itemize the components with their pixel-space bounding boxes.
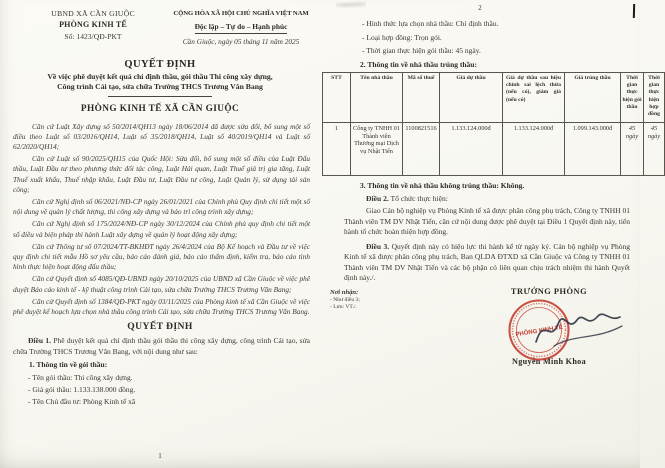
article-3-body: Quyết định này có hiệu lực thi hành kể từ ngày ký. Cán bộ nghiệp vụ Phòng Kinh tế xã được phân công phụ trách, Ban QLDA ĐTXD xã Cần Giuộc và Công ty TNHH 01 Thành viên TM DV Nhật Tiến và các bộ phận có liên quan chịu trách nhiệm thi hành Quyết định này./. (344, 241, 631, 283)
signer-title: TRƯỞNG PHÒNG (510, 287, 588, 296)
contract-type-item: - Loại hợp đồng: Trọn gói. (362, 32, 442, 42)
stamp-and-signature (478, 298, 620, 354)
recital: Căn cứ Quyết định số 1384/QĐ-PKT ngày 03/11/2025 của Phòng kinh tế xã Cần Giuộc về việc phê duyệt kế hoạch lựa chọn nhà thầu công trình Cải tạo, sửa chữa Trường THCS Trương Văn Bang. (13, 296, 310, 317)
cell-stt: 1 (323, 122, 351, 175)
section-3-heading: 3. Thông tin về nhà thầu không trúng thầu: Không. (360, 180, 525, 190)
col-contract-duration: Thời gian thực hiện hợp đồng (644, 72, 665, 122)
article-3-paragraph (344, 242, 630, 284)
cell-bidder-name: Công ty TNHH 01 Thành viên Thương mại Dịch vụ Nhật Tiến (351, 122, 403, 175)
article-2-heading (366, 194, 630, 203)
article-1-label: Điều 1. (28, 336, 51, 346)
col-stt: STT (323, 72, 351, 122)
decision-heading: QUYẾT ĐỊNH (127, 321, 193, 333)
table-row (323, 122, 665, 175)
recipient-item: - Như điều 3; (330, 296, 360, 303)
national-motto: Độc lập – Tự do – Hạnh phúc (195, 21, 288, 34)
signature-block (478, 287, 620, 366)
document-subtitle-line2: Công trình Cải tạo, sửa chữa Trường THCS Trương Văn Bang (57, 81, 263, 91)
page-1-number: 1 (158, 452, 162, 460)
col-bidder-name: Tên nhà thầu (351, 72, 403, 122)
section-1-heading: 1. Thông tin về gói thầu: (29, 360, 108, 370)
cell-winning-price: 1.099.143.000đ (565, 122, 621, 175)
package-info-continued (320, 17, 640, 58)
recital: Căn cứ Nghị định số 175/2024/NĐ-CP ngày 30/12/2024 của Chính phủ quy định chi tiết một số điều và biện pháp thi hành Luật xây dựng về quản lý hoạt động xây dựng; (13, 219, 310, 239)
recipients-block (330, 289, 360, 312)
page-1 (0, 0, 320, 468)
col-tax-code: Mã số thuế (403, 72, 440, 122)
issuing-agency-block (18, 8, 168, 47)
col-package-duration: Thời gian thực hiện gói thầu (621, 72, 644, 122)
article-2-label: Điều 2. (366, 193, 389, 203)
article-3-label: Điều 3. (366, 241, 390, 251)
deciding-authority: PHÒNG KINH TẾ XÃ CẦN GIUỘC (80, 103, 240, 114)
col-bid-price: Giá dự thầu (440, 72, 503, 122)
page-2-number: 2 (478, 4, 482, 12)
cell-contract-duration: 45 ngày (644, 122, 665, 175)
investor-item: - Tên Chủ đầu tư: Phòng Kinh tế xã (28, 397, 136, 407)
winning-bidder-table (322, 72, 665, 176)
cell-package-duration: 45 ngày (621, 122, 644, 175)
recipients-label: Nơi nhận: (330, 289, 359, 296)
article-2-title: Tổ chức thực hiện: (388, 193, 448, 203)
page-2 (320, 0, 661, 468)
package-name-item: - Tên gói thầu: Thi công xây dựng. (28, 373, 133, 383)
article-1 (13, 336, 310, 357)
recital: Căn cứ Quyết định số 4085/QĐ-UBND ngày 20/10/2025 của UBND xã Cần Giuộc về việc phê duyệt Báo cáo kinh tế - kỹ thuật công trình Cải tạo, sửa chữa Trường THCS Trương Văn Bang; (13, 274, 310, 294)
document-header (0, 0, 320, 47)
national-title: CỘNG HÒA XÃ HỘI CHỦ NGHĨA VIỆT NAM (173, 10, 309, 17)
recital: Căn cứ Luật số 90/2025/QH15 của Quốc Hội: Sửa đổi, bổ sung một số điều của Luật Đấu thầu, Luật Đầu tư theo phương thức đối tác công, Luật Hải quan, Luật Thuế giá trị gia tăng, Luật Thuế xuất khẩu, Thuế nhập khẩu, Luật Đầu tư, Luật Đầu tư công, Luật Quản lý, sử dụng tài sản công; (13, 154, 310, 194)
selection-method-item: - Hình thức lựa chọn nhà thầu: Chỉ định thầu. (362, 19, 499, 28)
place-dateline: Cần Giuộc, ngày 05 tháng 11 năm 2025 (182, 37, 300, 46)
handwritten-signature-icon (530, 300, 626, 356)
stamp-text: PHÒNG KINH TẾ (515, 324, 564, 339)
duration-item: - Thời gian thực hiện gói thầu: 45 ngày. (362, 46, 481, 56)
recital: Căn cứ Luật Xây dựng số 50/2014/QH13 ngày 18/06/2014 đã được sửa đổi, bổ sung một số điều theo Luật số 03/2016/QH14, Luật số 35/2018/QH14, Luật số 40/2019/QH14 và Luật số 62/2020/QH14; (13, 121, 310, 151)
scan-smudge (336, 1, 366, 9)
col-winning-price: Giá trúng thầu (565, 72, 621, 122)
cell-adjusted-price: 1.133.124.000đ (503, 122, 565, 175)
scan-artifact-mark (633, 4, 636, 18)
package-price-item: - Giá gói thầu: 1.133.138.000 đồng. (28, 385, 136, 395)
cell-bid-price: 1.133.124.000đ (440, 122, 503, 175)
article-2-paragraph: Giao Cán bộ nghiệp vụ Phòng Kinh tế xã được phân công phụ trách, Công ty TNHH 01 Thành viên TM DV Nhật Tiến, căn cứ nội dung được phê duyệt tại Điều 1 Quyết định này, tiến hành tổ chức hoàn thiện hợp đồng. (344, 206, 630, 237)
recital: Căn cứ Thông tư số 07/2024/TT-BKHĐT ngày 26/4/2024 của Bộ Kế hoạch và Đầu tư về việc quy định chi tiết mẫu Hồ sơ yêu cầu, báo cáo đánh giá, báo cáo thẩm định, kiểm tra, báo cáo tình hình thực hiện hoạt động đấu thầu; (13, 241, 310, 272)
parent-agency: UBND XÃ CẦN GIUỘC (51, 9, 135, 18)
document-subtitle-line1: Về việc phê duyệt kết quả chỉ định thầu, gói thầu Thi công xây dựng, (47, 72, 273, 81)
table-header-row (323, 72, 665, 122)
article-1-body: Phê duyệt kết quả chỉ định thầu gói thầu thi công xây dựng, công trình Cải tạo, sửa chữa Trường THCS Trương Văn Bang, với nội dung như sau: (13, 336, 310, 356)
document-number: Số: 1423/QĐ-PKT (64, 32, 122, 41)
cell-tax-code: 1100821516 (403, 122, 440, 175)
recipient-item: - Lưu: VT./. (330, 304, 357, 311)
recital: Căn cứ Nghị định số 06/2021/NĐ-CP ngày 26/01/2021 của Chính phủ Quy định chi tiết một số nội dung về quản lý chất lượng, thi công xây dựng và bảo trì công trình xây dựng; (13, 197, 310, 217)
issuing-agency: PHÒNG KINH TẾ (59, 20, 127, 29)
section-2-heading: 2. Thông tin về nhà thầu trúng thầu: (360, 59, 477, 69)
legal-recitals (13, 122, 310, 318)
signer-name: Nguyễn Minh Khoa (512, 357, 586, 366)
national-header-block (168, 8, 314, 47)
col-adjusted-price: Giá dự thầu sau hiệu chỉnh sai lệch thừa (nếu có), giảm giá (nếu có) (503, 72, 565, 122)
document-title: QUYẾT ĐỊNH (124, 59, 196, 70)
title-divider (108, 96, 212, 97)
